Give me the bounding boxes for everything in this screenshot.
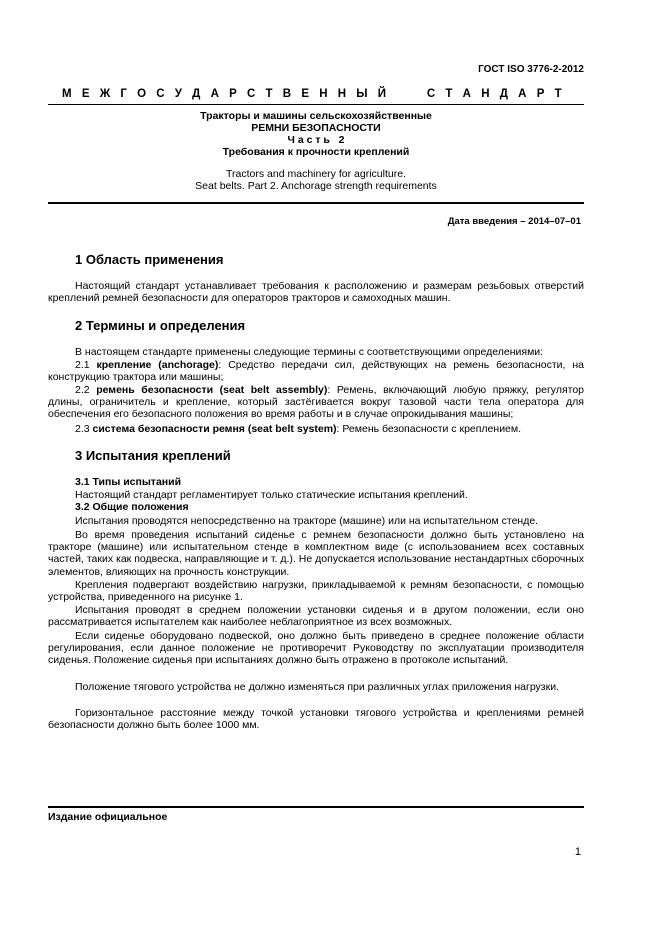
term-2-2 — [48, 384, 584, 421]
interstate-letter: Т — [554, 88, 562, 100]
term-2-1 — [48, 359, 584, 383]
term-2-2-definition: : Ремень, включающий любую пряжку, регулятор длины, ограничитель и крепление, который застёгивается вокруг тазовой части тела оператора для обеспечения его безопасного положения во время работы и в случае опрокидывания машины; — [48, 384, 584, 421]
term-2-2-term: ремень безопасности (seat belt assembly) — [96, 384, 328, 396]
standard-code: ГОСТ ISO 3776-2-2012 — [478, 64, 584, 75]
subsection-3-1-heading: 3.1 Типы испытаний — [75, 476, 182, 488]
interstate-letter: С — [426, 88, 436, 100]
title-en-line2: Seat belts. Part 2. Anchorage strength requirements — [195, 180, 437, 192]
section-2-heading: 2 Термины и определения — [75, 318, 246, 333]
interstate-letter: Т — [265, 88, 273, 100]
title-ru-line3: Ч а с т ь 2 — [287, 134, 345, 146]
interstate-letter: Н — [481, 88, 490, 100]
interstate-letter: А — [210, 88, 219, 100]
interstate-letter: С — [247, 88, 256, 100]
section-1-heading: 1 Область применения — [75, 252, 224, 267]
paragraph-3-2-4: Испытания проводят в среднем положении установки сиденья и в другом положении, если оно рассматривается испытателем как наиболее неблагоприятное из всех возможных. — [48, 604, 584, 629]
term-2-1-definition: : Средство передачи сил, действующих на ремень безопасности, на конструкцию трактора или машины; — [48, 359, 585, 384]
header-rule — [48, 104, 584, 105]
term-2-3-number: 2.3 — [75, 423, 93, 435]
interstate-standard-heading — [62, 88, 562, 100]
term-2-3-definition: : Ремень безопасности с креплением. — [336, 423, 522, 435]
interstate-letter: Д — [192, 88, 201, 100]
paragraph-3-2-3: Крепления подвергают воздействию нагрузки, прикладываемой к ремням безопасности, с помощью устройства, приведенного на рисунке 1. — [48, 579, 584, 604]
interstate-letter: Е — [301, 88, 309, 100]
term-2-1-term: крепление (anchorage) — [96, 359, 219, 371]
title-ru-line2: РЕМНИ БЕЗОПАСНОСТИ — [251, 122, 381, 134]
interstate-letter: М — [62, 88, 72, 100]
title-rule — [48, 202, 584, 204]
title-ru-line1: Тракторы и машины сельскохозяйственные — [200, 110, 432, 122]
interstate-letter: Т — [445, 88, 453, 100]
paragraph-3-2-6: Положение тягового устройства не должно изменяться при различных углах приложения нагрузки. — [75, 681, 559, 693]
interstate-letter: Г — [120, 88, 127, 100]
interstate-letter: Н — [337, 88, 347, 100]
section-1-text: Настоящий стандарт устанавливает требования к расположению и размерам резьбовых отверстий креплений ремней безопасности для операторов тракторов и самоходных машин. — [48, 280, 584, 305]
interstate-letter: А — [462, 88, 471, 100]
interstate-letter: Й — [377, 88, 387, 100]
interstate-letter: Д — [499, 88, 508, 100]
title-en-line1: Tractors and machinery for agriculture. — [226, 168, 406, 180]
section-3-heading: 3 Испытания креплений — [75, 448, 231, 463]
interstate-letter: С — [156, 88, 165, 100]
interstate-letter: Е — [81, 88, 90, 100]
interstate-letter: В — [282, 88, 292, 100]
paragraph-3-2-5: Если сиденье оборудовано подвеской, оно должно быть приведено в среднее положение области регулирования, если данное положение не противоречит Руководству по эксплуатации производителя сиденья. Положение сиденья при испытаниях должно быть отражено в протоколе испытаний. — [48, 630, 584, 667]
term-2-1-number: 2.1 — [75, 359, 97, 371]
subsection-3-1-text: Настоящий стандарт регламентирует только статические испытания креплений. — [75, 489, 468, 501]
paragraph-3-2-1: Испытания проводятся непосредственно на тракторе (машине) или на испытательном стенде. — [75, 515, 539, 527]
page-number: 1 — [574, 846, 581, 858]
term-2-3 — [48, 423, 584, 435]
interstate-letter: Р — [229, 88, 237, 100]
paragraph-3-2-2: Во время проведения испытаний сиденье с ремнем безопасности должно быть установлено на тракторе (машине) или испытательном стенде в комплектном виде (с использованием всех составных частей, таких как подвеска, направляющие и т. д.). Не допускается использование нестандартных сборочных элементов, влияющих на прочность конструкции. — [48, 529, 584, 578]
interstate-letter: Р — [536, 88, 545, 100]
interstate-letter: Ж — [99, 88, 111, 100]
interstate-letter: О — [137, 88, 147, 100]
interstate-letter: Ы — [356, 88, 368, 100]
term-2-3-term: система безопасности ремня (seat belt system) — [92, 423, 337, 435]
term-2-2-number: 2.2 — [75, 384, 97, 396]
interstate-letter: Н — [319, 88, 328, 100]
official-edition-label: Издание официальное — [48, 811, 168, 823]
title-ru-line4: Требования к прочности креплений — [222, 146, 410, 158]
effective-date: Дата введения – 2014–07–01 — [447, 216, 581, 227]
interstate-letter: У — [174, 88, 182, 100]
subsection-3-2-heading: 3.2 Общие положения — [75, 501, 189, 513]
footer-rule — [48, 806, 584, 808]
title-block — [48, 110, 584, 192]
paragraph-3-2-7: Горизонтальное расстояние между точкой установки тягового устройства и креплениями ремней безопасности должно быть более 1000 мм. — [48, 707, 584, 732]
section-2-intro: В настоящем стандарте применены следующие термины с соответствующими определениями: — [75, 346, 544, 358]
interstate-letter: А — [518, 88, 527, 100]
